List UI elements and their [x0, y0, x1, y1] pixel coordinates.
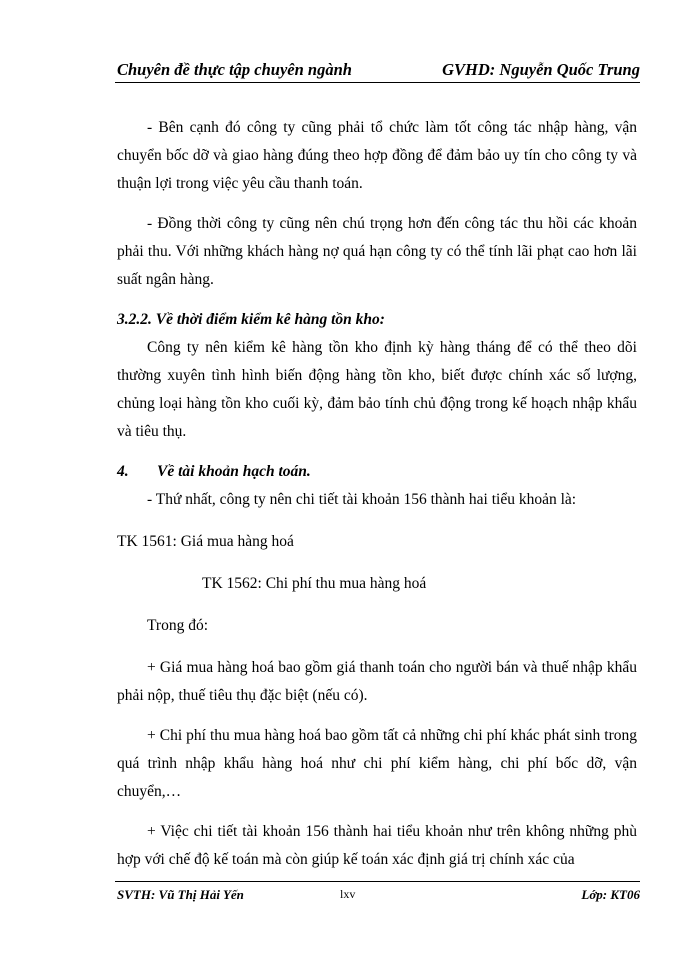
account-line-1561: TK 1561: Giá mua hàng hoá: [117, 533, 294, 550]
header-supervisor: GVHD: Nguyễn Quốc Trung: [442, 60, 640, 79]
account-line-1562: TK 1562: Chi phí thu mua hàng hoá: [202, 575, 427, 592]
section-heading-4: [117, 458, 637, 486]
paragraph: - Bên cạnh đó công ty cũng phải tổ chức làm tốt công tác nhập hàng, vận chuyển bốc dỡ và giao hàng đúng theo hợp đồng để đảm bảo uy tín cho công ty và thuận lợi trong việc yêu cầu thanh toán.: [117, 119, 637, 192]
footer-student: SVTH: Vũ Thị Hải Yến: [117, 887, 244, 902]
paragraph-label: Trong đó:: [147, 617, 209, 634]
paragraph: + Việc chi tiết tài khoản 156 thành hai tiểu khoản như trên không những phù hợp với chế độ kế toán mà còn giúp kế toán xác định giá trị chính xác của: [117, 823, 637, 868]
section-heading-3-2-2: 3.2.2. Về thời điểm kiểm kê hàng tồn kho:: [117, 311, 385, 328]
footer-class: Lớp: KT06: [581, 887, 640, 902]
paragraph: + Chi phí thu mua hàng hoá bao gồm tất cả những chi phí khác phát sinh trong quá trình nhập khẩu hàng hoá như chi phí kiểm hàng, chi phí bốc dỡ, vận chuyển,…: [117, 727, 637, 800]
header-title: Chuyên đề thực tập chuyên ngành: [117, 60, 352, 79]
page-header: [115, 58, 640, 83]
body-content: [117, 114, 637, 886]
paragraph: + Giá mua hàng hoá bao gồm giá thanh toán cho người bán và thuế nhập khẩu phải nộp, thuế tiêu thụ đặc biệt (nếu có).: [117, 659, 637, 704]
section-number: 4.: [117, 463, 129, 480]
page-footer: [115, 881, 640, 904]
paragraph: Công ty nên kiểm kê hàng tồn kho định kỳ hàng tháng để có thể theo dõi thường xuyên tình hình biến động hàng tồn kho, biết được chính xác số lượng, chủng loại hàng tồn kho cuối kỳ, đảm bảo tính chủ động trong kế hoạch nhập khẩu và tiêu thụ.: [117, 339, 637, 440]
paragraph: - Thứ nhất, công ty nên chi tiết tài khoản 156 thành hai tiểu khoản là:: [147, 491, 577, 508]
paragraph: - Đồng thời công ty cũng nên chú trọng hơn đến công tác thu hồi các khoản phải thu. Với những khách hàng nợ quá hạn công ty có thể tính lãi phạt cao hơn lãi suất ngân hàng.: [117, 215, 637, 288]
section-title: Về tài khoản hạch toán.: [157, 463, 311, 480]
page-number: lxv: [340, 887, 356, 901]
